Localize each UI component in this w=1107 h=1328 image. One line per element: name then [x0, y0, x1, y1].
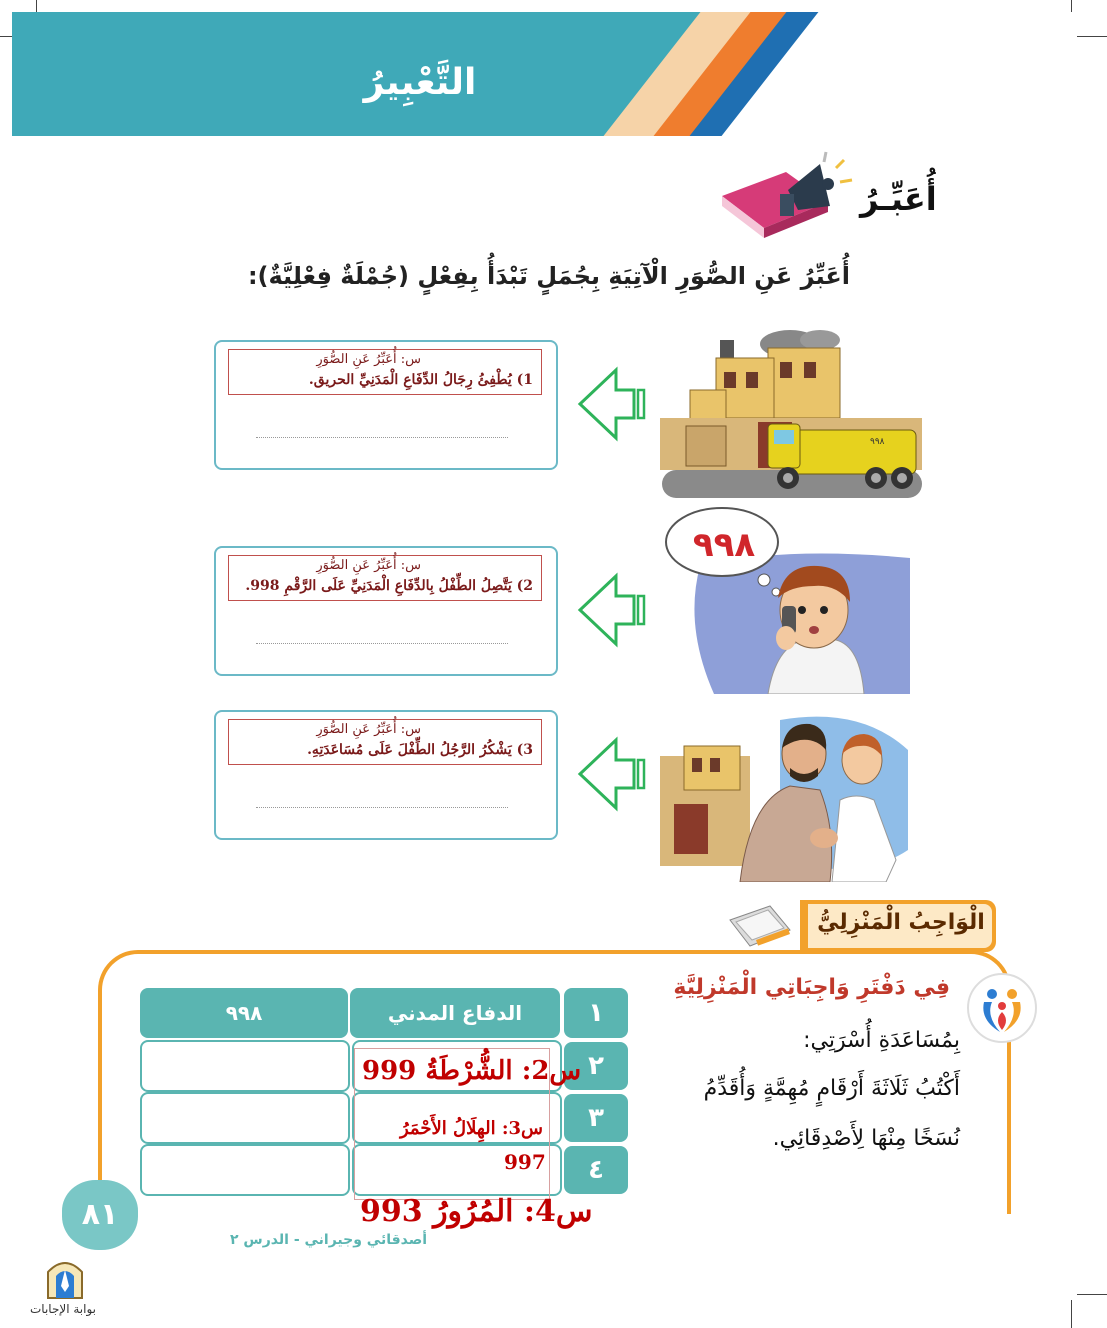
table-cell-number: ٩٩٨ [140, 988, 348, 1038]
instruction-text: أُعَبِّرُ عَنِ الصُّوَرِ الْآتِيَةِ بِجُمَلٍ تَبْدَأُ بِفِعْلٍ (جُمْلَةٌ فِعْلِيَّةٌ): [247, 262, 850, 290]
writing-line [256, 807, 508, 808]
page-number: ٨١ [62, 1180, 138, 1250]
picture-fire-truck [660, 330, 922, 498]
answer-box-1 [214, 340, 558, 470]
answer-box-3 [214, 710, 558, 840]
phone-number-bubble: ٩٩٨ [692, 525, 756, 565]
left-arrow-icon [576, 366, 648, 442]
answer-field [228, 555, 542, 601]
question-text: س: أُعَبِّرُ عَنِ الصُّوَرِ [316, 352, 421, 367]
notebook-pencil-icon [726, 900, 798, 950]
answer-police: س2: الشُّرْطَةُ 999 [362, 1056, 582, 1086]
page-title: التَّعْبِيرُ [363, 62, 477, 103]
crop-mark [1071, 1300, 1072, 1328]
table-cell-name: الدفاع المدني [350, 988, 560, 1038]
question-text: س: أُعَبِّرُ عَنِ الصُّوَرِ [316, 558, 421, 573]
writing-line [256, 643, 508, 644]
site-logo-icon [44, 1254, 86, 1300]
answer-text: 1) يُطْفِئُ رِجَالُ الدِّفَاعِ الْمَدَنِيِّ الحريق. [308, 372, 533, 388]
answer-text: 3) يَشْكُرُ الرَّجُلُ الطِّفْلَ عَلَى مُسَاعَدَتِهِ. [307, 742, 533, 758]
homework-title: الْوَاجِبُ الْمَنْزِلِيُّ [817, 910, 985, 935]
table-row-number: ٢ [564, 1042, 628, 1090]
picture-boy-calling [664, 506, 914, 694]
answer-field [228, 349, 542, 395]
homework-line-3: أَكْتُبُ ثَلَاثَةَ أَرْقَامٍ مُهِمَّةٍ وَأُقَدِّمُ [703, 1076, 960, 1101]
picture-man-thanking-boy [660, 710, 922, 882]
homework-line-2: بِمُسَاعَدَةِ أُسْرَتِي: [803, 1028, 960, 1053]
truck-number: ٩٩٨ [870, 437, 885, 447]
table-cell-number[interactable] [140, 1040, 350, 1092]
table-row-number: ٣ [564, 1094, 628, 1142]
table-cell-number[interactable] [140, 1144, 350, 1196]
left-arrow-icon [576, 572, 648, 648]
homework-line-1: فِي دَفْتَرِ وَاجِبَاتِي الْمَنْزِلِيَّةِ [673, 975, 950, 1000]
answer-red-crescent-number: 997 [504, 1150, 546, 1174]
answer-traffic: س4: المُرُورُ 993 [360, 1194, 593, 1229]
task-heading: أُعَبِّـرُ [860, 180, 937, 218]
left-arrow-icon [576, 736, 648, 812]
writing-line [256, 437, 508, 438]
site-logo-text: بوابة الإجابات [30, 1302, 97, 1316]
table-row-number: ١ [564, 988, 628, 1038]
megaphone-book-icon [716, 150, 856, 240]
table-cell-number[interactable] [140, 1092, 350, 1144]
table-row-number: ٤ [564, 1146, 628, 1194]
homework-line-4: نُسَخًا مِنْهَا لِأَصْدِقَائِي. [772, 1126, 960, 1151]
answer-field [228, 719, 542, 765]
crop-mark [1077, 1294, 1107, 1295]
answer-red-crescent: س3: الهِلَالُ الأَحْمَرُ [400, 1118, 544, 1139]
family-icon [966, 972, 1038, 1044]
question-text: س: أُعَبِّرُ عَنِ الصُّوَرِ [316, 722, 421, 737]
answer-text: 2) يَتَّصِلُ الطِّفْلُ بِالدِّفَاعِ الْمَدَنِيِّ عَلَى الرَّقْمِ 998. [245, 578, 533, 594]
answer-box-2 [214, 546, 558, 676]
crop-mark [1077, 36, 1107, 37]
lesson-footer: أصدقائي وجيراني - الدرس ٢ [230, 1232, 428, 1248]
header-banner [12, 12, 1072, 136]
